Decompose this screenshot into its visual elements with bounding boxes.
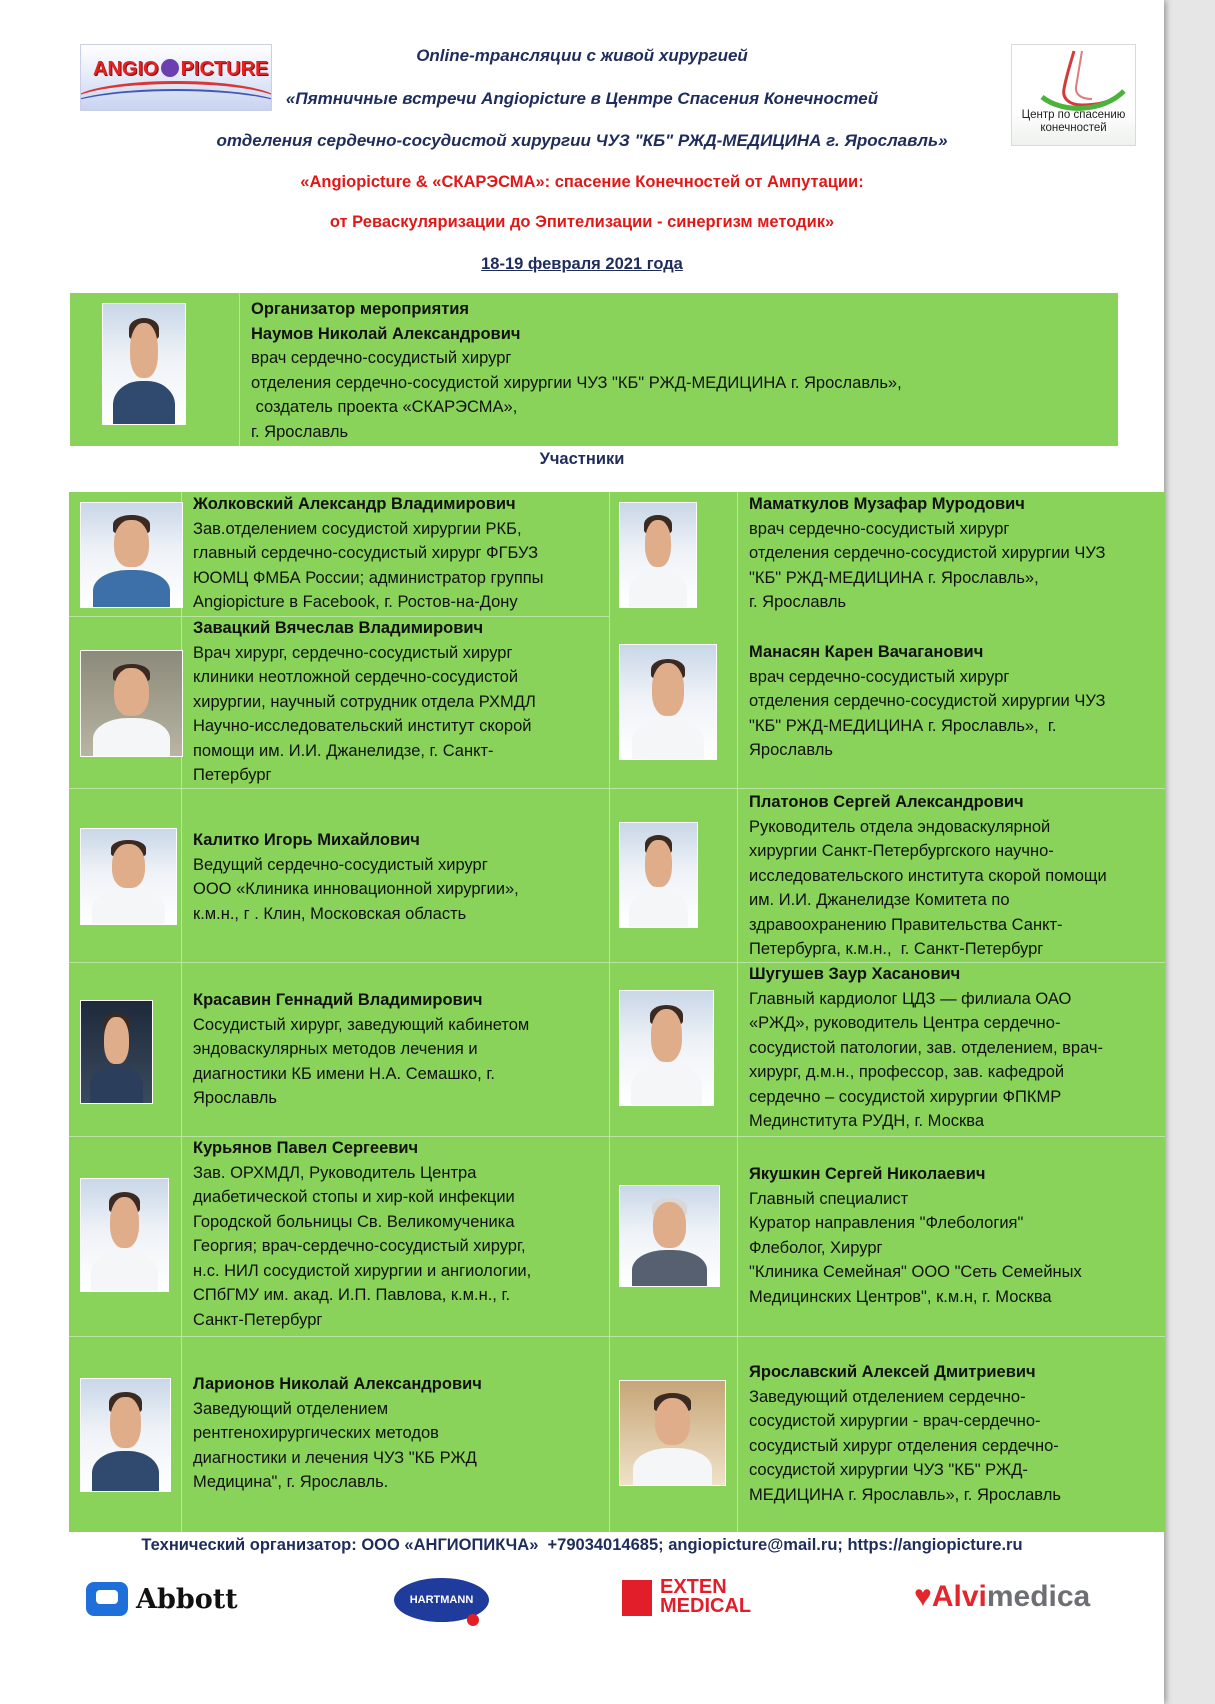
header-line-3: отделения сердечно-сосудистой хирургии ЧУЗ "КБ" РЖД-МЕДИЦИНА г. Ярославль» bbox=[216, 131, 948, 150]
alvimedica-logo: ♥Alvimedica bbox=[914, 1580, 1091, 1613]
participant-name: Маматкулов Музафар Муродович bbox=[749, 495, 1025, 513]
row-divider bbox=[69, 962, 609, 963]
heart-icon: ♥ bbox=[914, 1580, 932, 1613]
event-date: 18-19 февраля 2021 года bbox=[481, 255, 683, 273]
row-divider bbox=[69, 788, 609, 789]
event-title-line-2: от Реваскуляризации до Эпителизации - синергизм методик» bbox=[329, 213, 835, 231]
participant-entry: Якушкин Сергей Николаевич Главный специалист Куратор направления "Флебология" Флеболог, Хирург "Клиника Семейная" ООО "Сеть Семейных Медицинских Центров", к.м.н, г. Москва bbox=[749, 1162, 1159, 1309]
exten-medical-logo: EXTEN MEDICAL bbox=[622, 1578, 772, 1620]
participant-entry: Красавин Геннадий Владимирович Сосудистый хирург, заведующий кабинетом эндоваскулярных методов лечения и диагностики КБ имени Н.А. Семашко, г. Ярославль bbox=[193, 988, 603, 1111]
participant-entry: Платонов Сергей Александрович Руководитель отдела эндоваскулярной хирургии Санкт-Петербургского научно- исследовательского института скорой помощи им. И.И. Джанелидзе Комитета по здравоохранению Правительства Санкт- Петербурга, к.м.н., г. Санкт-Петербург bbox=[749, 790, 1159, 962]
participant-entry: Жолковский Александр Владимирович Зав.отделением сосудистой хирургии РКБ, главный сердечно-сосудистый хирург ФГБУЗ ЮОМЦ ФМБА России; администратор группы Angiopicture в Facebook, г. Ростов-на-Дону bbox=[193, 492, 603, 615]
participant-photo bbox=[619, 1185, 720, 1287]
participant-name: Ларионов Николай Александрович bbox=[193, 1375, 482, 1393]
participant-entry: Ларионов Николай Александрович Заведующий отделением рентгенохирургических методов диагностики и лечения ЧУЗ "КБ РЖД Медицина", г. Ярославль. bbox=[193, 1372, 603, 1495]
participant-entry: Ярославский Алексей Дмитриевич Заведующий отделением сердечно- сосудистой хирургии - врач-сердечно- сосудистый хирург отделения сердечно- сосудистой хирургии ЧУЗ "КБ" РЖД- МЕДИЦИНА г. Ярославль», г. Ярославль bbox=[749, 1360, 1159, 1507]
row-divider bbox=[609, 788, 1165, 789]
participants-title: Участники bbox=[539, 450, 625, 468]
organizer-name: Наумов Николай Александрович bbox=[251, 324, 521, 343]
participant-photo bbox=[80, 502, 183, 608]
row-divider bbox=[69, 1336, 1165, 1337]
abbott-logo: Abbott bbox=[86, 1582, 238, 1616]
hartmann-dot-icon bbox=[467, 1614, 479, 1626]
participant-name: Платонов Сергей Александрович bbox=[749, 793, 1024, 811]
organizer-line-4: г. Ярославль bbox=[251, 422, 349, 441]
grid-divider bbox=[737, 492, 738, 1532]
organizer-info bbox=[251, 297, 902, 444]
participant-photo bbox=[619, 990, 714, 1106]
participant-photo bbox=[80, 1000, 153, 1104]
participant-entry: Шугушев Заур Хасанович Главный кардиолог ЦДЗ — филиала ОАО «РЖД», руководитель Центра сердечно- сосудистой патологии, зав. отделением, врач- хирург, д.м.н., профессор, зав. кафедрой сердечно – сосудистой хирургии ФПКМР Мединститута РУДН, г. Москва bbox=[749, 962, 1159, 1134]
participant-photo bbox=[80, 650, 183, 757]
angiopicture-logo-text: ANGIO PICTURE bbox=[93, 58, 269, 80]
participant-photo bbox=[619, 822, 698, 928]
organizer-divider bbox=[239, 293, 240, 446]
participant-name: Красавин Геннадий Владимирович bbox=[193, 991, 483, 1009]
participant-entry: Калитко Игорь Михайлович Ведущий сердечно-сосудистый хирург ООО «Клиника инновационной хирургии», к.м.н., г . Клин, Московская область bbox=[193, 828, 603, 926]
exten-mark-icon bbox=[622, 1580, 652, 1616]
participant-name: Ярославский Алексей Дмитриевич bbox=[749, 1363, 1036, 1381]
participant-photo bbox=[619, 502, 697, 608]
abbott-mark-icon bbox=[86, 1582, 128, 1616]
participant-photo bbox=[619, 1380, 726, 1486]
participant-name: Жолковский Александр Владимирович bbox=[193, 495, 516, 513]
participants-table bbox=[69, 492, 1165, 1532]
participant-name: Курьянов Павел Сергеевич bbox=[193, 1139, 419, 1157]
organizer-photo bbox=[102, 303, 186, 425]
participant-name: Якушкин Сергей Николаевич bbox=[749, 1165, 986, 1183]
technical-organizer: Технический организатор: ООО «АНГИОПИКЧА» +79034014685; angiopicture@mail.ru; https://angiopicture.ru bbox=[141, 1536, 1023, 1554]
participant-photo bbox=[80, 828, 177, 925]
organizer-line-2: отделения сердечно-сосудистой хирургии ЧУЗ "КБ" РЖД-МЕДИЦИНА г. Ярославль», bbox=[251, 373, 902, 392]
grid-divider bbox=[181, 492, 182, 1532]
center-logo-caption: Центр по спасению конечностей bbox=[1021, 109, 1126, 134]
organizer-line-1: врач сердечно-сосудистый хирург bbox=[251, 349, 512, 367]
hartmann-logo: HARTMANN bbox=[394, 1578, 489, 1622]
participant-photo bbox=[80, 1378, 171, 1492]
header-line-2: «Пятничные встречи Angiopicture в Центре Спасения Конечностей bbox=[285, 89, 879, 108]
participant-entry: Маматкулов Музафар Муродович врач сердечно-сосудистый хирург отделения сердечно-сосудистой хирургии ЧУЗ "КБ" РЖД-МЕДИЦИНА г. Ярославль», г. Ярославль bbox=[749, 492, 1159, 615]
organizer-line-3: создатель проекта «СКАРЭСМА», bbox=[251, 398, 518, 416]
header-line-1: Online-трансляции с живой хирургией bbox=[416, 46, 748, 65]
participant-name: Завацкий Вячеслав Владимирович bbox=[193, 619, 484, 637]
participant-entry: Завацкий Вячеслав Владимирович Врач хирург, сердечно-сосудистый хирург клиники неотложной сердечно-сосудистой хирургии, научный сотрудник отдела РХМДЛ Научно-исследовательский институт скорой помощи им. И.И. Джанелидзе, г. Санкт- Петербург bbox=[193, 616, 603, 788]
participant-name: Манасян Карен Вачаганович bbox=[749, 643, 984, 661]
event-title-line-1: «Angiopicture & «СКАРЭСМА»: спасение Конечностей от Ампутации: bbox=[300, 173, 864, 191]
participant-entry: Манасян Карен Вачаганович врач сердечно-сосудистый хирург отделения сердечно-сосудистой хирургии ЧУЗ "КБ" РЖД-МЕДИЦИНА г. Ярославль», г. Ярославль bbox=[749, 640, 1159, 763]
participant-entry: Курьянов Павел Сергеевич Зав. ОРХМДЛ, Руководитель Центра диабетической стопы и хир-кой инфекции Городской больницы Св. Великомученика Георгия; врач-сердечно-сосудистый хирург, н.с. НИЛ сосудистой хирургии и ангиологии, СПбГМУ им. акад. И.П. Павлова, к.м.н., г. Санкт-Петербург bbox=[193, 1136, 603, 1332]
organizer-role: Организатор мероприятия bbox=[251, 300, 470, 318]
participant-name: Калитко Игорь Михайлович bbox=[193, 831, 420, 849]
grid-divider bbox=[609, 492, 610, 1532]
participant-name: Шугушев Заур Хасанович bbox=[749, 965, 961, 983]
participant-photo bbox=[80, 1178, 169, 1292]
participant-photo bbox=[619, 644, 717, 760]
organizer-table bbox=[69, 292, 1119, 447]
